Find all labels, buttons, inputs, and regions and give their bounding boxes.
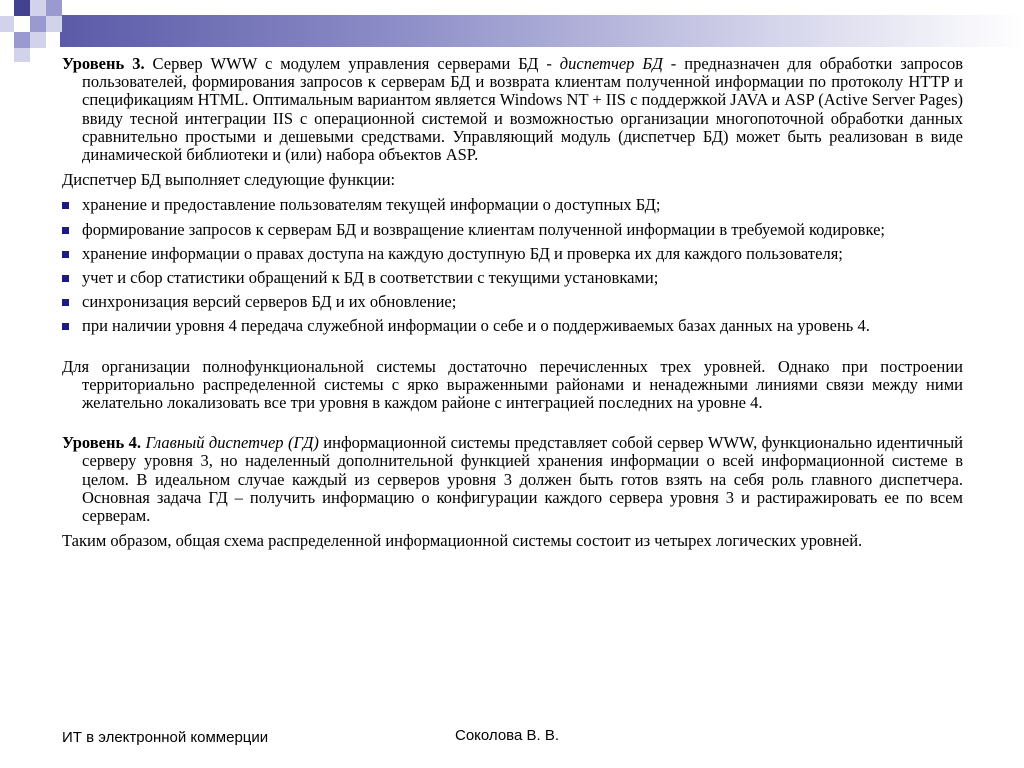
paragraph-level-3 — [62, 55, 963, 164]
list-item-text: формирование запросов к серверам БД и возвращение клиентам полученной информации в требуемой кодировке; — [82, 219, 885, 239]
square-bullet-icon — [62, 323, 69, 330]
deco-square — [30, 32, 46, 48]
level-3-italic-term: диспетчер БД — [559, 54, 663, 73]
square-bullet-icon — [62, 202, 69, 209]
deco-square — [46, 0, 62, 16]
level-4-heading: Уровень 4. — [62, 433, 142, 453]
list-item — [62, 269, 963, 287]
level-3-heading: Уровень 3. — [62, 54, 145, 73]
list-item — [62, 293, 963, 311]
list-item — [62, 196, 963, 214]
slide-content — [62, 55, 963, 557]
paragraph-three-levels: Для организации полнофункциональной системы достаточно перечисленных трех уровней. Однако при построении территориально распределенной системы с ярко выраженными районами и ненадежными линиями связи между ними желательно локализовать все три уровня в каждом районе с интеграцией последних на уровне 4. — [62, 356, 963, 413]
list-item-text: хранение и предоставление пользователям текущей информации о доступных БД; — [82, 195, 661, 215]
list-item-text: синхронизация версий серверов БД и их обновление; — [82, 292, 457, 312]
footer-course-title: ИТ в электронной коммерции — [62, 729, 269, 746]
square-bullet-icon — [62, 299, 69, 306]
level-4-text: информационной системы представляет собой сервер WWW, функционально идентичный серверу уровня 3, но наделенный дополнительной функцией хранения информации о всей информационной системе в целом. В идеальном случае каждый из серверов уровня 3 должен быть готов взять на себя роль главного диспетчера. Основная задача ГД – получить информацию о конфигурации каждого сервера уровня 3 и растиражировать ее по всем серверам. — [82, 433, 964, 526]
level-3-text-a: Сервер WWW с модулем управления серверами БД - — [144, 54, 560, 73]
functions-list — [62, 196, 963, 335]
deco-square — [0, 16, 14, 32]
deco-square — [14, 32, 30, 48]
level-4-italic-term: Главный диспетчер (ГД) — [145, 433, 319, 453]
paragraph-functions-intro: Диспетчер БД выполняет следующие функции: — [62, 170, 396, 190]
list-item-text: при наличии уровня 4 передача служебной информации о себе и о поддерживаемых базах данных на уровень 4. — [82, 316, 870, 336]
list-item — [62, 317, 963, 335]
header-gradient-bar — [60, 15, 1024, 47]
level-3-text-b: - предназначен для обработки запросов пользователей, формирования запросов к серверам БД и возврата клиентам полученной информации по протоколу HTTP и спецификациям HTML. Оптимальным вариантом является Windows NT + IIS с поддержкой JAVA и ASP (Active Server Pages) ввиду тесной интеграции IIS с операционной системой и возможностью организации многопоточной обработки данных сравнительно простыми и дешевыми средствами. Управляющий модуль (диспетчер БД) может быть реализован в виде динамической библиотеки и (или) набора объектов ASP. — [82, 54, 963, 165]
square-bullet-icon — [62, 227, 69, 234]
paragraph-conclusion: Таким образом, общая схема распределенной информационной системы состоит из четырех логических уровней. — [62, 531, 863, 551]
list-item — [62, 221, 963, 239]
deco-square — [14, 0, 30, 16]
deco-square — [46, 16, 62, 32]
list-item-text: хранение информации о правах доступа на каждую доступную БД и проверка их для каждого пользователя; — [82, 243, 843, 263]
list-item-text: учет и сбор статистики обращений к БД в соответствии с текущими установками; — [82, 268, 659, 288]
paragraph-level-4 — [62, 434, 963, 525]
deco-square — [30, 0, 46, 16]
list-item — [62, 245, 963, 263]
deco-square — [14, 48, 30, 62]
deco-square — [30, 16, 46, 32]
footer-author: Соколова В. В. — [455, 727, 560, 744]
square-bullet-icon — [62, 251, 69, 258]
square-bullet-icon — [62, 275, 69, 282]
